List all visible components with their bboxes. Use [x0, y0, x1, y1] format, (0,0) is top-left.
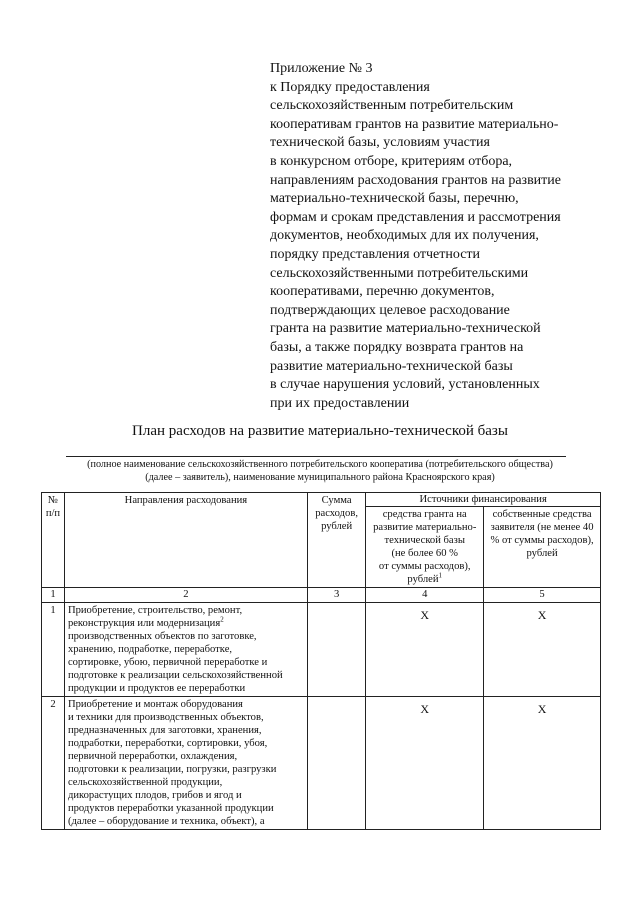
appendix-title: Приложение № 3: [270, 61, 373, 76]
table-row: [42, 603, 601, 697]
row-line: и техники для производственных объектов,: [67, 712, 264, 723]
row-own-mark: Х: [484, 603, 601, 697]
header-grant-last: рублей: [407, 574, 439, 585]
appendix-line: кооперативами, перечню документов,: [270, 284, 495, 300]
fill-in-line: [66, 456, 566, 457]
row-line: Приобретение, строительство, ремонт,: [67, 605, 243, 616]
row-line: дикорастущих плодов, грибов и ягод и: [67, 790, 242, 801]
appendix-line: формам и срокам представления и рассмотрения: [270, 209, 561, 225]
row-line: сортировке, убою, первичной переработке и: [67, 657, 268, 668]
row-line: продукции и продуктов ее переработки: [67, 683, 246, 694]
footnote-1: 1: [438, 571, 443, 580]
appendix-line: порядку представления отчетности: [270, 246, 481, 262]
footnote-2: 2: [220, 615, 224, 624]
appendix-line: при их предоставлении: [270, 395, 410, 411]
appendix-header: [270, 60, 600, 413]
row-line: Приобретение и монтаж оборудования: [67, 699, 243, 710]
column-number-1: 1: [42, 588, 65, 603]
row-line-with-footnote: [68, 617, 304, 630]
row-number: 1: [42, 603, 65, 697]
appendix-line: документов, необходимых для их получения,: [270, 228, 539, 244]
row-line: первичной переработки, охлаждения,: [67, 751, 238, 762]
header-direction: Направления расходования: [64, 493, 307, 588]
row-line: реконструкция или модернизация: [67, 618, 221, 629]
row-grant-mark: Х: [366, 697, 484, 830]
appendix-line: направлениям расходования грантов на развитие: [270, 172, 561, 188]
header-sources: Источники финансирования: [366, 493, 601, 507]
appendix-line: сельскохозяйственным потребительским: [270, 98, 514, 114]
row-sum: [307, 697, 365, 830]
row-direction: [64, 603, 307, 697]
row-direction: [64, 697, 307, 830]
appendix-line: в случае нарушения условий, установленных: [270, 377, 540, 393]
header-grant-line: технической базы: [384, 535, 465, 546]
row-line: подготовке к реализации сельскохозяйственной: [67, 670, 283, 681]
row-line: продуктов переработки указанной продукции: [67, 803, 274, 814]
row-grant-mark: Х: [366, 603, 484, 697]
row-number: 2: [42, 697, 65, 830]
appendix-line: развитие материально-технической базы: [270, 358, 513, 374]
column-number-5: 5: [484, 588, 601, 603]
row-line: хранению, подработке, переработке,: [67, 644, 233, 655]
appendix-line: сельскохозяйственными потребительскими: [270, 265, 529, 281]
table-row: [42, 697, 601, 830]
row-own-mark: Х: [484, 697, 601, 830]
caption-line-2: (далее – заявитель), наименование муниципального района Красноярского края): [145, 472, 495, 483]
appendix-line: гранта на развитие материально-технической: [270, 321, 541, 337]
row-line: подготовки к реализации, погрузки, разгрузки: [67, 764, 277, 775]
header-grant-last-line: [369, 573, 480, 586]
header-grant: [366, 507, 484, 588]
expense-plan-table: [41, 492, 601, 830]
column-number-2: 2: [64, 588, 307, 603]
appendix-line: базы, а также порядку возврата грантов на: [270, 339, 524, 355]
appendix-line: материально-технической базы, перечню,: [270, 191, 519, 207]
caption-line-1: (полное наименование сельскохозяйственного потребительского кооператива (потребительского общества): [87, 459, 553, 470]
column-number-4: 4: [366, 588, 484, 603]
appendix-line: технической базы, условиям участия: [270, 135, 490, 151]
row-line: сельскохозяйственной продукции,: [67, 777, 223, 788]
row-line: подработки, переработки, сортировки, убоя,: [67, 738, 268, 749]
row-line: (далее – оборудование и техника, объект), а: [67, 816, 265, 827]
row-line: предназначенных для заготовки, хранения,: [67, 725, 262, 736]
row-sum: [307, 603, 365, 697]
column-number-3: 3: [307, 588, 365, 603]
row-line: производственных объектов по заготовке,: [67, 631, 257, 642]
header-grant-line: развитие материально-: [373, 522, 477, 533]
appendix-line: в конкурсном отборе, критериям отбора,: [270, 153, 513, 169]
fill-in-caption: [50, 458, 590, 484]
appendix-line: к Порядку предоставления: [270, 79, 430, 95]
appendix-line: подтверждающих целевое расходование: [270, 302, 510, 318]
appendix-line: кооперативам грантов на развитие материально-: [270, 116, 559, 132]
header-grant-line: от суммы расходов),: [378, 561, 471, 572]
header-number: № п/п: [42, 493, 65, 588]
header-sum: Сумма расходов, рублей: [307, 493, 365, 588]
header-grant-line: (не более 60 %: [391, 548, 458, 559]
plan-title: План расходов на развитие материально-технической базы: [132, 423, 508, 439]
header-own-funds: собственные средства заявителя (не менее 40 % от суммы расходов), рублей: [484, 507, 601, 588]
header-grant-line: средства гранта на: [382, 509, 467, 520]
